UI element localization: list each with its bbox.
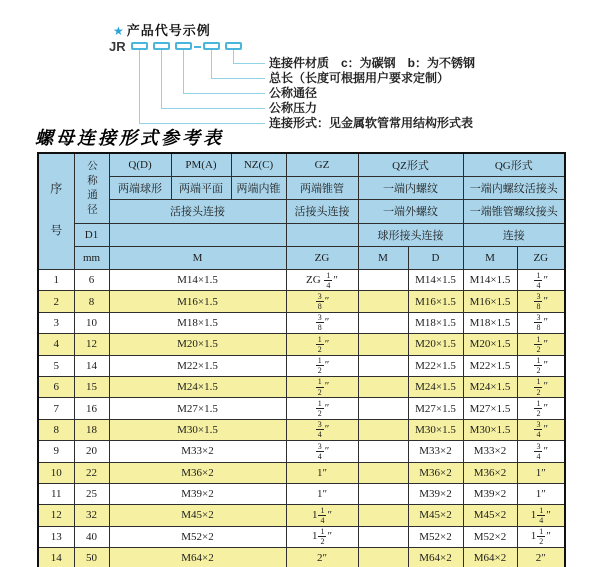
code-box-total-length bbox=[203, 42, 220, 50]
code-meaning-pressure: 公称压力 bbox=[269, 101, 318, 115]
cell-dn: 14 bbox=[74, 355, 109, 376]
cell-qz_m bbox=[358, 483, 408, 504]
cell-qg_m: M30×1.5 bbox=[463, 419, 517, 440]
header-mm: mm bbox=[74, 246, 109, 269]
fraction: $\frac{3}{8}$ bbox=[317, 291, 322, 312]
cell-zg: $\frac{1}{2}$ ″ bbox=[286, 334, 358, 355]
cell-qz_m bbox=[358, 526, 408, 547]
cell-qz_d: M27×1.5 bbox=[408, 398, 463, 419]
cell-zg: $\frac{3}{4}$ ″ bbox=[286, 441, 358, 462]
header-qz-desc1: 一端内螺纹 bbox=[358, 177, 463, 200]
table-row bbox=[38, 270, 565, 291]
cell-qz_m bbox=[358, 376, 408, 397]
diagram-heading bbox=[113, 20, 211, 39]
cell-qg_zg: 1 $\frac{1}{4}$ ″ bbox=[517, 505, 565, 526]
header-qg-desc1: 一端内螺纹活接头 bbox=[463, 177, 565, 200]
cell-qz_m bbox=[358, 355, 408, 376]
cell-qg_m: M64×2 bbox=[463, 548, 517, 567]
cell-qg_zg: $\frac{3}{4}$ ″ bbox=[517, 441, 565, 462]
cell-qz_d: M16×1.5 bbox=[408, 291, 463, 312]
connector-line-length bbox=[211, 78, 265, 79]
table-row bbox=[38, 419, 565, 440]
cell-qz_m bbox=[358, 291, 408, 312]
fraction: $\frac{1}{2}$ bbox=[317, 377, 322, 397]
header-qg-connection: 连接 bbox=[463, 223, 565, 246]
cell-qz_d: M33×2 bbox=[408, 441, 463, 462]
cell-no: 13 bbox=[38, 526, 74, 547]
table-row bbox=[38, 334, 565, 355]
cell-no: 5 bbox=[38, 355, 74, 376]
header-dn-label: 公称通径 bbox=[86, 160, 97, 219]
header-type-qz: QZ形式 bbox=[358, 153, 463, 177]
cell-qz_d: M39×2 bbox=[408, 483, 463, 504]
table-row bbox=[38, 441, 565, 462]
fraction: $\frac{1}{4}$ bbox=[536, 270, 541, 290]
cell-no: 8 bbox=[38, 419, 74, 440]
cell-dn: 22 bbox=[74, 462, 109, 483]
header-d1: D1 bbox=[74, 223, 109, 246]
cell-qg_zg: 1″ bbox=[517, 462, 565, 483]
cell-no: 12 bbox=[38, 505, 74, 526]
cell-dn: 6 bbox=[74, 270, 109, 291]
fraction: $\frac{1}{2}$ bbox=[317, 398, 322, 419]
header-blank bbox=[109, 223, 286, 246]
connector-line-diameter bbox=[183, 50, 184, 93]
cell-m: M27×1.5 bbox=[109, 398, 286, 419]
fraction: $\frac{3}{8}$ bbox=[317, 313, 322, 333]
cell-m: M30×1.5 bbox=[109, 419, 286, 440]
table-row bbox=[38, 526, 565, 547]
cell-m: M14×1.5 bbox=[109, 270, 286, 291]
cell-m: M64×2 bbox=[109, 548, 286, 567]
cell-qg_zg: $\frac{1}{4}$ ″ bbox=[517, 270, 565, 291]
header-type-q: Q(D) bbox=[109, 153, 171, 177]
code-box-nominal-pressure bbox=[153, 42, 170, 50]
cell-qg_zg: $\frac{1}{2}$ ″ bbox=[517, 334, 565, 355]
fraction: $\frac{3}{4}$ bbox=[317, 420, 322, 440]
code-meaning-length: 总长（长度可根据用户要求定制） bbox=[269, 71, 450, 85]
cell-qz_m bbox=[358, 441, 408, 462]
table-body bbox=[38, 270, 565, 567]
cell-dn: 16 bbox=[74, 398, 109, 419]
cell-zg: $\frac{3}{8}$ ″ bbox=[286, 312, 358, 333]
cell-qg_m: M20×1.5 bbox=[463, 334, 517, 355]
table-row bbox=[38, 548, 565, 567]
cell-qz_d: M18×1.5 bbox=[408, 312, 463, 333]
table-title: 螺母连接形式参考表 bbox=[35, 128, 224, 148]
cell-qz_m bbox=[358, 312, 408, 333]
cell-dn: 10 bbox=[74, 312, 109, 333]
cell-zg: $\frac{3}{8}$ ″ bbox=[286, 291, 358, 312]
fraction: $\frac{1}{2}$ bbox=[320, 527, 325, 547]
cell-qz_d: M20×1.5 bbox=[408, 334, 463, 355]
cell-qz_d: M24×1.5 bbox=[408, 376, 463, 397]
cell-qg_m: M33×2 bbox=[463, 441, 517, 462]
cell-qg_zg: $\frac{3}{4}$ ″ bbox=[517, 419, 565, 440]
header-seq bbox=[38, 153, 74, 270]
cell-zg: 1″ bbox=[286, 462, 358, 483]
header-type-gz: GZ bbox=[286, 153, 358, 177]
header-seq-label: 序号 bbox=[48, 182, 63, 266]
cell-zg: ZG $\frac{1}{4}$ ″ bbox=[286, 270, 358, 291]
nut-connection-reference-table bbox=[37, 152, 566, 567]
header-type-qg: QG形式 bbox=[463, 153, 565, 177]
table-row bbox=[38, 312, 565, 333]
code-box-material bbox=[225, 42, 242, 50]
cell-qg_zg: $\frac{1}{2}$ ″ bbox=[517, 376, 565, 397]
cell-m: M20×1.5 bbox=[109, 334, 286, 355]
cell-no: 14 bbox=[38, 548, 74, 567]
fraction: $\frac{1}{4}$ bbox=[326, 270, 331, 290]
cell-dn: 50 bbox=[74, 548, 109, 567]
header-qz-desc2: 一端外螺纹 bbox=[358, 200, 463, 223]
fraction: $\frac{1}{4}$ bbox=[320, 505, 325, 525]
cell-zg: 1″ bbox=[286, 483, 358, 504]
cell-qg_m: M22×1.5 bbox=[463, 355, 517, 376]
table-row bbox=[38, 483, 565, 504]
cell-qz_d: M14×1.5 bbox=[408, 270, 463, 291]
table-row bbox=[38, 376, 565, 397]
cell-qg_m: M45×2 bbox=[463, 505, 517, 526]
header-m: M bbox=[109, 246, 286, 269]
code-meaning-diameter: 公称通径 bbox=[269, 86, 318, 100]
cell-qz_d: M22×1.5 bbox=[408, 355, 463, 376]
cell-m: M24×1.5 bbox=[109, 376, 286, 397]
cell-zg: $\frac{1}{2}$ ″ bbox=[286, 355, 358, 376]
code-box-connection-form bbox=[131, 42, 148, 50]
product-code-prefix: JR bbox=[109, 39, 126, 54]
header-nominal-diameter bbox=[74, 153, 109, 223]
cell-no: 7 bbox=[38, 398, 74, 419]
header-qg-desc2: 一端锥管螺纹接头 bbox=[463, 200, 565, 223]
cell-qg_m: M16×1.5 bbox=[463, 291, 517, 312]
cell-zg: $\frac{3}{4}$ ″ bbox=[286, 419, 358, 440]
cell-qz_m bbox=[358, 334, 408, 355]
table-row bbox=[38, 291, 565, 312]
fraction: $\frac{1}{2}$ bbox=[536, 334, 541, 354]
header-qz-m: M bbox=[358, 246, 408, 269]
cell-qz_d: M36×2 bbox=[408, 462, 463, 483]
connector-line-pressure bbox=[161, 50, 162, 108]
cell-qg_m: M39×2 bbox=[463, 483, 517, 504]
cell-qg_zg: 2″ bbox=[517, 548, 565, 567]
fraction: $\frac{1}{2}$ bbox=[536, 377, 541, 397]
cell-qz_m bbox=[358, 548, 408, 567]
cell-zg: 1 $\frac{1}{2}$ ″ bbox=[286, 526, 358, 547]
cell-dn: 15 bbox=[74, 376, 109, 397]
cell-dn: 8 bbox=[74, 291, 109, 312]
cell-qg_zg: 1″ bbox=[517, 483, 565, 504]
table-header bbox=[38, 153, 565, 270]
cell-zg: $\frac{1}{2}$ ″ bbox=[286, 376, 358, 397]
cell-dn: 40 bbox=[74, 526, 109, 547]
fraction: $\frac{3}{8}$ bbox=[536, 313, 541, 333]
connector-line-form bbox=[139, 50, 140, 123]
header-gz-connection: 活接头连接 bbox=[286, 200, 358, 223]
cell-qz_d: M45×2 bbox=[408, 505, 463, 526]
cell-no: 1 bbox=[38, 270, 74, 291]
table-row bbox=[38, 355, 565, 376]
cell-qg_m: M18×1.5 bbox=[463, 312, 517, 333]
cell-zg: 2″ bbox=[286, 548, 358, 567]
cell-m: M22×1.5 bbox=[109, 355, 286, 376]
cell-qg_m: M14×1.5 bbox=[463, 270, 517, 291]
connector-line-length bbox=[211, 50, 212, 78]
header-type-pm: PM(A) bbox=[171, 153, 231, 177]
fraction: $\frac{3}{4}$ bbox=[536, 441, 541, 461]
cell-dn: 20 bbox=[74, 441, 109, 462]
cell-no: 3 bbox=[38, 312, 74, 333]
cell-no: 6 bbox=[38, 376, 74, 397]
code-box-nominal-diameter bbox=[175, 42, 192, 50]
fraction: $\frac{3}{4}$ bbox=[536, 420, 541, 440]
cell-m: M16×1.5 bbox=[109, 291, 286, 312]
fraction: $\frac{1}{2}$ bbox=[317, 356, 322, 376]
cell-no: 2 bbox=[38, 291, 74, 312]
cell-no: 10 bbox=[38, 462, 74, 483]
table-row bbox=[38, 505, 565, 526]
cell-qg_zg: $\frac{1}{2}$ ″ bbox=[517, 355, 565, 376]
cell-qz_m bbox=[358, 505, 408, 526]
cell-qz_d: M30×1.5 bbox=[408, 419, 463, 440]
connector-line-material bbox=[233, 50, 234, 63]
cell-m: M36×2 bbox=[109, 462, 286, 483]
cell-qg_zg: $\frac{3}{8}$ ″ bbox=[517, 291, 565, 312]
cell-m: M52×2 bbox=[109, 526, 286, 547]
diagram-heading-text: 产品代号示例 bbox=[126, 23, 211, 38]
fraction: $\frac{1}{4}$ bbox=[539, 505, 544, 525]
cell-zg: 1 $\frac{1}{4}$ ″ bbox=[286, 505, 358, 526]
connector-line-material bbox=[233, 63, 265, 64]
cell-zg: $\frac{1}{2}$ ″ bbox=[286, 398, 358, 419]
table-row bbox=[38, 462, 565, 483]
cell-dn: 25 bbox=[74, 483, 109, 504]
table-row bbox=[38, 398, 565, 419]
cell-m: M39×2 bbox=[109, 483, 286, 504]
header-qz-d: D bbox=[408, 246, 463, 269]
cell-qg_zg: 1 $\frac{1}{2}$ ″ bbox=[517, 526, 565, 547]
fraction: $\frac{1}{2}$ bbox=[539, 527, 544, 547]
cell-qz_m bbox=[358, 462, 408, 483]
header-union-connection: 活接头连接 bbox=[109, 200, 286, 223]
star-icon: ★ bbox=[113, 24, 125, 38]
code-meaning-form: 连接形式：见金属软管常用结构形式表 bbox=[269, 116, 474, 130]
cell-dn: 12 bbox=[74, 334, 109, 355]
cell-dn: 18 bbox=[74, 419, 109, 440]
cell-qg_m: M36×2 bbox=[463, 462, 517, 483]
cell-no: 9 bbox=[38, 441, 74, 462]
header-zg: ZG bbox=[286, 246, 358, 269]
cell-m: M18×1.5 bbox=[109, 312, 286, 333]
header-blank bbox=[286, 223, 358, 246]
fraction: $\frac{1}{2}$ bbox=[317, 334, 322, 354]
header-qg-m: M bbox=[463, 246, 517, 269]
connector-line-pressure bbox=[161, 108, 265, 109]
cell-qz_d: M52×2 bbox=[408, 526, 463, 547]
cell-m: M45×2 bbox=[109, 505, 286, 526]
fraction: $\frac{1}{2}$ bbox=[536, 356, 541, 376]
header-nz-desc: 两端内锥 bbox=[231, 177, 286, 200]
header-pm-desc: 两端平面 bbox=[171, 177, 231, 200]
connector-line-diameter bbox=[183, 93, 265, 94]
cell-qg_m: M27×1.5 bbox=[463, 398, 517, 419]
code-meaning-material: 连接件材质 c：为碳钢 b：为不锈钢 bbox=[269, 56, 476, 70]
cell-qg_zg: $\frac{1}{2}$ ″ bbox=[517, 398, 565, 419]
fraction: $\frac{3}{4}$ bbox=[317, 441, 322, 461]
fraction: $\frac{1}{2}$ bbox=[536, 398, 541, 419]
cell-qg_zg: $\frac{3}{8}$ ″ bbox=[517, 312, 565, 333]
cell-m: M33×2 bbox=[109, 441, 286, 462]
code-dash bbox=[194, 46, 201, 48]
cell-no: 4 bbox=[38, 334, 74, 355]
cell-no: 11 bbox=[38, 483, 74, 504]
header-qz-connection: 球形接头连接 bbox=[358, 223, 463, 246]
header-qg-zg: ZG bbox=[517, 246, 565, 269]
cell-qg_m: M24×1.5 bbox=[463, 376, 517, 397]
cell-qg_m: M52×2 bbox=[463, 526, 517, 547]
cell-qz_m bbox=[358, 419, 408, 440]
cell-qz_m bbox=[358, 270, 408, 291]
cell-dn: 32 bbox=[74, 505, 109, 526]
header-gz-desc: 两端锥管 bbox=[286, 177, 358, 200]
cell-qz_d: M64×2 bbox=[408, 548, 463, 567]
header-type-nz: NZ(C) bbox=[231, 153, 286, 177]
fraction: $\frac{3}{8}$ bbox=[536, 291, 541, 312]
cell-qz_m bbox=[358, 398, 408, 419]
header-q-desc: 两端球形 bbox=[109, 177, 171, 200]
